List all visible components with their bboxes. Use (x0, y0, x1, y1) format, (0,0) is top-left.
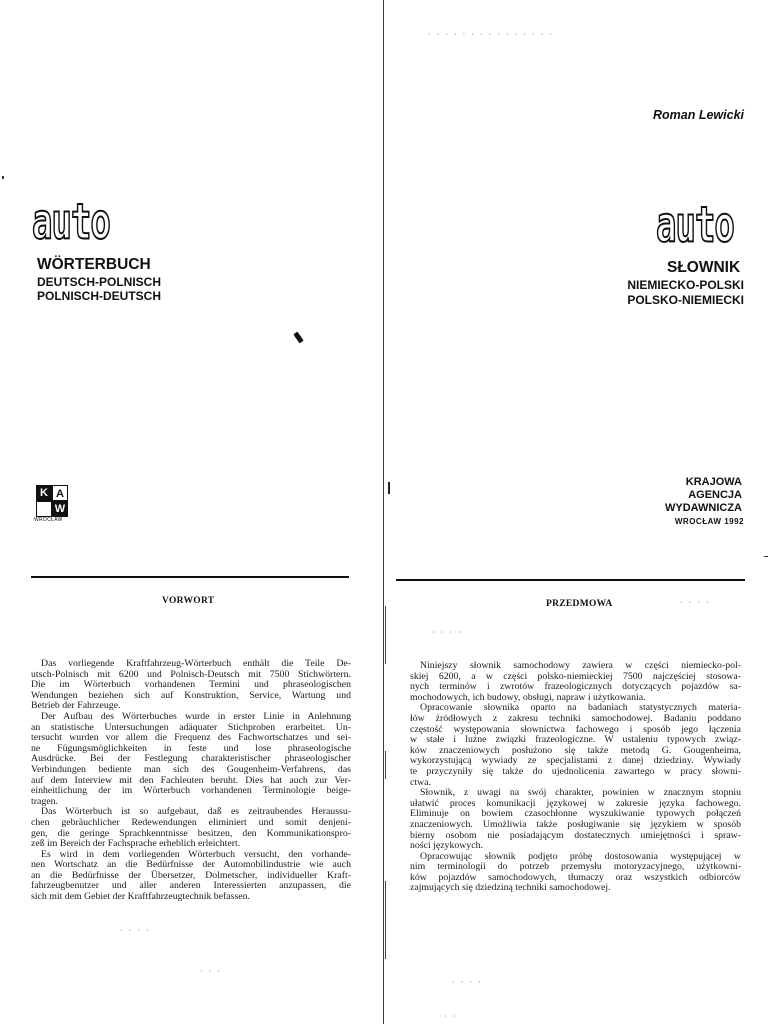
text-line: łów źródłowych z zakresu techniki samochodowej. Badaniu poddano (410, 712, 741, 724)
logo-cell (36, 501, 52, 517)
text-line: ności językowych. (410, 840, 483, 852)
text-line: wykorzystującą wywiady ze specjalistami z danej dziedziny. Wywiady (410, 755, 741, 767)
text-line: utsch-Polnisch mit 6200 und Polnisch-Deutsch mit 7500 Stichwörtern. (31, 668, 351, 680)
scan-mark (764, 556, 768, 557)
text-line: Ausdrücke. Bei der Festlegung charakteristischer phraseologischer (31, 753, 351, 765)
text-line: Verbindungen bediente man sich des Gougenheim-Verfahrens, das (31, 763, 351, 775)
text-line: Słownik, z uwagi na swój charakter, powinien w znacznym stopniu (420, 787, 741, 799)
text-line: Das vorliegende Kraftfahrzeug-Wörterbuch enthält die Teile De- (41, 658, 351, 669)
text-line: Es wird in dem vorliegenden Wörterbuch versucht, den vorhande- (41, 848, 351, 860)
section-heading: VORWORT (162, 596, 215, 606)
text-line: skiej 6200, a w części polsko-niemieckiej 7500 najczęściej stosowa- (410, 670, 741, 682)
text-line: sich mit dem Gebiet der Kraftfahrzeugtechnik befassen. (31, 891, 250, 903)
page-title: SŁOWNIK (667, 259, 741, 276)
subtitle-line: NIEMIECKO-POLSKI (627, 278, 744, 292)
text-line: Das Wörterbuch ist so aufgebaut, daß es zeitraubendes Heraussu- (41, 806, 351, 818)
scan-noise: · · · · (120, 926, 151, 935)
publisher-line: AGENCJA (688, 489, 742, 501)
divider-rule (31, 576, 349, 578)
publisher-name (665, 476, 742, 515)
subtitle-line: POLNISCH-DEUTSCH (37, 289, 162, 303)
scan-mark (2, 176, 4, 179)
text-line: tersucht wurden vor allem die Frequenz des Fachwortschatzes und sei- (31, 732, 351, 744)
logo-cell: A (52, 485, 68, 501)
text-line: Wendungen beziehen sich auf Konstruktion, Service, Wartung und (31, 689, 351, 701)
scan-edge-line (385, 751, 386, 779)
text-line: fahrzeugbenutzer und aller anderen Interessierten anzupassen, die (31, 880, 351, 892)
text-line: an statistische Untersuchungen adäquater Stichproben erarbeitet. Un- (31, 721, 351, 733)
text-line: Die im Wörterbuch vorhandenen Termini und phraseologischen (31, 679, 351, 691)
foreword-text (31, 659, 351, 903)
text-line: Opracowując słownik podjęto próbę dostosowania występującej w (420, 850, 741, 862)
ink-speck (293, 332, 303, 344)
publisher-logo (36, 485, 68, 517)
text-line: Opracowanie słownika oparto na badaniach statystycznych materia- (420, 702, 741, 714)
text-line: mochodowych, ich budowy, obsługi, napraw i użytkowania. (410, 691, 646, 703)
subtitle-line: DEUTSCH-POLNISCH (37, 275, 162, 289)
text-line: auf dem Interview mit den Fachleuten beruht. Dies hat auch zur Ver- (31, 774, 351, 786)
text-line: znaczeniowych. Umożliwia także posługiwanie się językiem w sposób (410, 818, 741, 830)
scan-noise: · · (444, 1012, 458, 1021)
scan-edge-line (385, 606, 386, 664)
scan-noise: · · · · (432, 628, 463, 637)
text-line: Eliminuje on bowiem czasochłonne wyszukiwanie typowych połączeń (410, 808, 741, 820)
text-line: Der Aufbau des Wörterbuches wurde in erster Linie in Anlehnung (41, 710, 351, 722)
text-line: Niniejszy słownik samochodowy zawiera w części niemiecko-pol- (420, 660, 741, 671)
scan-noise: · · · (200, 967, 222, 976)
text-line: ctwa. (410, 776, 431, 788)
publisher-city: WROCŁAW (34, 517, 63, 523)
publisher-line: WYDAWNICZA (665, 502, 742, 514)
scan-noise: · · · · · · · · · · · · · · · (428, 30, 554, 39)
text-line: w stałe i luźne związki frazeologiczne. W ustaleniu typowych związ- (410, 734, 741, 746)
text-line: częstość występowania słownictwa fachowego i sposób jego łączenia (410, 723, 741, 735)
text-line: nych terminów i zwrotów frazeologicznych dotyczących pojazdów sa- (410, 681, 741, 693)
page-title: WÖRTERBUCH (37, 256, 151, 273)
text-line: nen Wortschatz an die Bedürfnisse der Automobilindustrie wie auch (31, 859, 351, 871)
imprint-city-year: WROCŁAW 1992 (674, 517, 744, 526)
logo-cell: W (52, 501, 68, 517)
text-line: einheitlichung der im Wörterbuch vorhandenen Terminologie beige- (31, 785, 351, 797)
text-line: an die Bedürfnisse der Übersetzer, Dolmetscher, individueller Kraft- (31, 869, 351, 881)
fold-mark (388, 482, 390, 494)
text-line: chen gebräuchlicher Redewendungen eliminiert und somit denjeni- (31, 816, 351, 828)
page-fold-line (383, 0, 384, 1024)
text-line: tragen. (31, 795, 58, 807)
subtitle-line: POLSKO-NIEMIECKI (627, 293, 744, 307)
auto-logo: auto (32, 193, 110, 252)
text-line: ułatwić proces komunikacji językowej w zakresie języka fachowego. (410, 797, 741, 809)
text-line: gen, die geringe Sprachkenntnisse besitzen, den Kommunikationspro- (31, 827, 351, 839)
text-line: ków znaczeniowych posłużono się także metodą G. Gougenheima, (410, 744, 741, 756)
logo-cell: K (36, 485, 52, 501)
text-line: te przyczyniły się także do ujednolicenia zawartego w pracy słowni- (410, 765, 741, 777)
text-line: ne Fügungsmöglichkeiten in feste und lose phraseologische (31, 742, 351, 754)
divider-rule (396, 579, 745, 581)
text-line: nim terminologii do potrzeb przemysłu motoryzacyjnego, użytkowni- (410, 861, 741, 873)
text-line: bierny osobom nie posiadającym dostatecznych umiejętności i spraw- (410, 829, 741, 841)
auto-logo: auto (656, 196, 734, 255)
text-line: Betrieb der Fahrzeuge. (31, 700, 121, 712)
text-line: zeß im Bereich der Fachsprache erheblich erleichtert. (31, 838, 241, 850)
scan-noise: · · · · (680, 598, 711, 607)
text-line: zajmujących się dziedziną techniki samochodowej. (410, 882, 611, 894)
publisher-line: KRAJOWA (685, 476, 742, 488)
scan-edge-line (385, 881, 386, 959)
scan-noise: · · · · (452, 978, 483, 987)
preface-text (410, 661, 741, 894)
text-line: ków pojazdów samochodowych, tłumaczy oraz wszystkich odbiorców (410, 871, 741, 883)
author-name: Roman Lewicki (653, 108, 744, 122)
section-heading: PRZEDMOWA (546, 599, 613, 609)
